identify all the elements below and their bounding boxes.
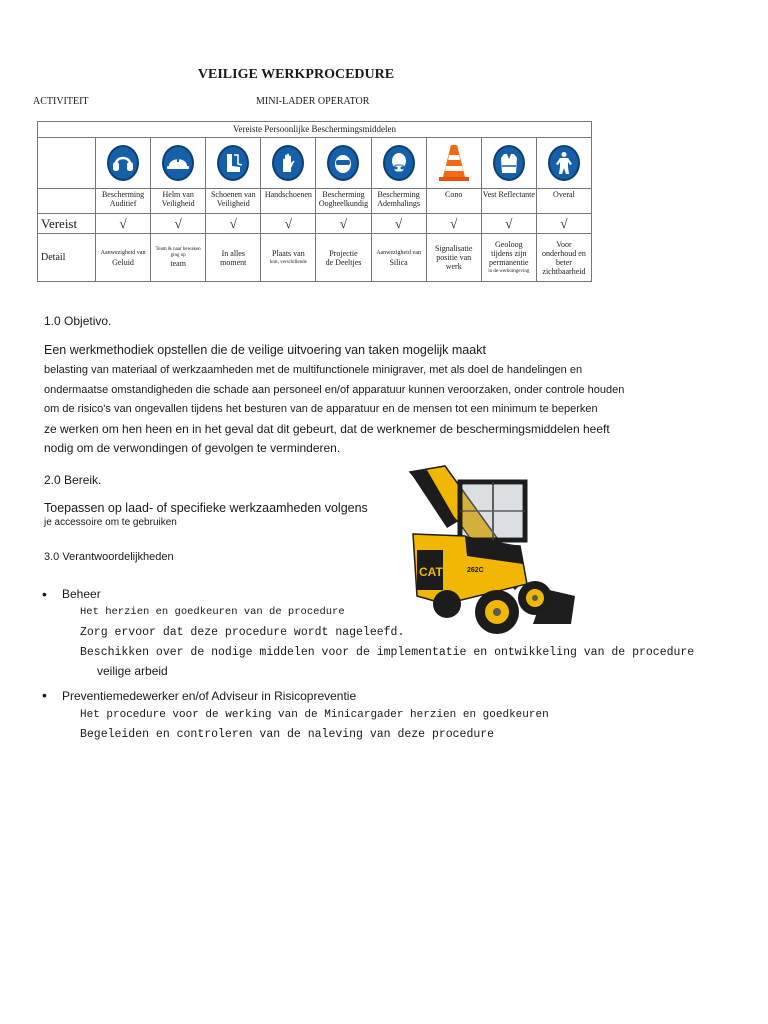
- check-mark: √: [261, 214, 316, 234]
- ppe-icon-row: [38, 138, 592, 189]
- responsibility-line: Het herzien en goedkeuren van de procedure: [80, 606, 345, 618]
- ppe-detail: [316, 234, 371, 282]
- check-mark: √: [371, 214, 426, 234]
- check-mark: √: [206, 214, 261, 234]
- ppe-table-heading: Vereiste Persoonlijke Beschermingsmiddelen: [38, 122, 592, 138]
- body-line: om de risico's van ongevallen tijdens het besturen van de apparatuur en de mensen tot een minimum te beperken: [44, 403, 598, 416]
- safety-boots-icon: [217, 145, 249, 181]
- empty-cell: [38, 138, 96, 189]
- ppe-detail-line: Geluid: [112, 257, 134, 267]
- check-mark: √: [151, 214, 206, 234]
- activity-value: MINI-LADER OPERATOR: [256, 96, 370, 107]
- check-mark: √: [96, 214, 151, 234]
- ppe-detail-line: Aanwezigheid van: [376, 249, 422, 256]
- section1-body: [44, 361, 624, 459]
- responsibility-line: Beschikken over de nodige middelen voor de implementatie en ontwikkeling van de procedure: [80, 646, 695, 659]
- ppe-detail-line: in de werkomgeving: [488, 268, 530, 274]
- responsibility-line: veilige arbeid: [97, 664, 168, 678]
- ppe-name: Handschoenen: [261, 189, 316, 214]
- section-heading: 1.0 Objetivo.: [44, 314, 112, 328]
- ppe-detail-line: team: [170, 259, 186, 268]
- face-shield-icon: [327, 145, 359, 181]
- respirator-icon: [383, 145, 415, 181]
- ppe-detail-line: Silica: [389, 257, 408, 267]
- body-line: belasting van materiaal of werkzaamheden met de multifunctionele minigraver, met als doel de handelingen en: [44, 364, 583, 376]
- body-line: ze werken om hen heen en in het geval dat dit gebeurt, dat de werknemer de beschermingsmiddelen heeft: [44, 421, 610, 436]
- ear-protection-icon: [107, 145, 139, 181]
- bullet-icon: •: [42, 687, 47, 703]
- helmet-icon: [162, 145, 194, 181]
- section-heading: 2.0 Bereik.: [44, 473, 102, 487]
- page-title: VEILIGE WERKPROCEDURE: [197, 67, 395, 82]
- ppe-name: Bescherming Ademhalings: [371, 189, 426, 214]
- traffic-cone-icon: [438, 143, 470, 183]
- section2-sub: je accessoire om te gebruiken: [44, 517, 177, 528]
- ppe-detail: [371, 234, 426, 282]
- ppe-detail-line: permanentie: [489, 257, 529, 267]
- ppe-name: Cono: [426, 189, 481, 214]
- ppe-detail: [536, 234, 591, 282]
- ppe-detail-line: Aanwezigheid van: [100, 249, 146, 256]
- ppe-name: Vest Reflectante: [481, 189, 536, 214]
- skid-steer-loader-image: [405, 464, 580, 649]
- ppe-name: Bescherming Auditief: [96, 189, 151, 214]
- activity-label: ACTIVITEIT: [33, 96, 89, 107]
- check-mark: √: [316, 214, 371, 234]
- ppe-detail-line: positie van: [436, 253, 472, 262]
- body-line: nodig om de verwondingen of gevolgen te verminderen.: [44, 441, 341, 456]
- responsibility-line: Het procedure voor de werking van de Minicargader herzien en goedkeuren: [80, 709, 549, 721]
- ppe-detail-line: tijdens zijn: [491, 248, 527, 258]
- ppe-required-row: [38, 214, 592, 234]
- gloves-icon: [272, 145, 304, 181]
- ppe-detail-line: Team & naar bewaken ging op: [155, 247, 201, 258]
- ppe-table: [37, 121, 592, 282]
- body-line: ondermaatse omstandigheden die schade aan personeel en/of apparatuur kunnen veroorzaken, onder controle houden: [44, 383, 625, 396]
- overall-icon: [548, 145, 580, 181]
- bullet-icon: •: [42, 586, 47, 602]
- check-mark: √: [426, 214, 481, 234]
- ppe-detail-line: moment: [220, 257, 247, 267]
- reflective-vest-icon: [493, 145, 525, 181]
- ppe-name-row: [38, 189, 592, 214]
- ppe-detail: [96, 234, 151, 282]
- ppe-name: Bescherming Oogheelkundig: [316, 189, 371, 214]
- required-label: Vereist: [38, 214, 96, 234]
- ppe-detail-line: werk: [445, 262, 462, 271]
- ppe-name: Overal: [536, 189, 591, 214]
- ppe-detail: [481, 234, 536, 282]
- ppe-detail-line: knit, verschillende: [269, 259, 307, 265]
- ppe-detail-line: Voor: [556, 239, 572, 249]
- ppe-detail-line: Signalisatie: [435, 244, 473, 253]
- ppe-name: Helm van Veiligheid: [151, 189, 206, 214]
- bullet-label: Beheer: [62, 587, 101, 601]
- ppe-detail-row: [38, 234, 592, 282]
- ppe-detail: [206, 234, 261, 282]
- check-mark: √: [536, 214, 591, 234]
- ppe-detail: [261, 234, 316, 282]
- ppe-detail-line: beter: [555, 257, 572, 267]
- ppe-detail-line: Plaats van: [272, 248, 305, 258]
- ppe-detail-line: In alles: [221, 248, 245, 258]
- section-heading: 3.0 Verantwoordelijkheden: [44, 551, 174, 563]
- bullet-label: Preventiemedewerker en/of Adviseur in Risicopreventie: [62, 689, 357, 703]
- loader-brand: CAT: [419, 565, 443, 579]
- ppe-detail-line: Geoloog: [495, 239, 523, 249]
- responsibility-line: Zorg ervoor dat deze procedure wordt nageleefd.: [80, 626, 405, 639]
- section1-lead: Een werkmethodiek opstellen die de veilige uitvoering van taken mogelijk maakt: [44, 343, 486, 357]
- ppe-detail-line: zichtbaarheid: [542, 266, 586, 276]
- responsibility-line: Begeleiden en controleren van de naleving van deze procedure: [80, 728, 495, 741]
- ppe-detail-line: onderhoud en: [542, 248, 586, 258]
- check-mark: √: [481, 214, 536, 234]
- detail-label: Detail: [38, 234, 96, 282]
- ppe-name: Schoenen van Veiligheid: [206, 189, 261, 214]
- empty-cell: [38, 189, 96, 214]
- loader-model: 262C: [467, 567, 484, 574]
- ppe-detail-line: de Deeltjes: [325, 257, 362, 267]
- section2-lead: Toepassen op laad- of specifieke werkzaamheden volgens: [44, 501, 368, 515]
- ppe-detail: [426, 234, 481, 282]
- ppe-detail: [151, 234, 206, 282]
- ppe-detail-line: Projectie: [329, 248, 358, 258]
